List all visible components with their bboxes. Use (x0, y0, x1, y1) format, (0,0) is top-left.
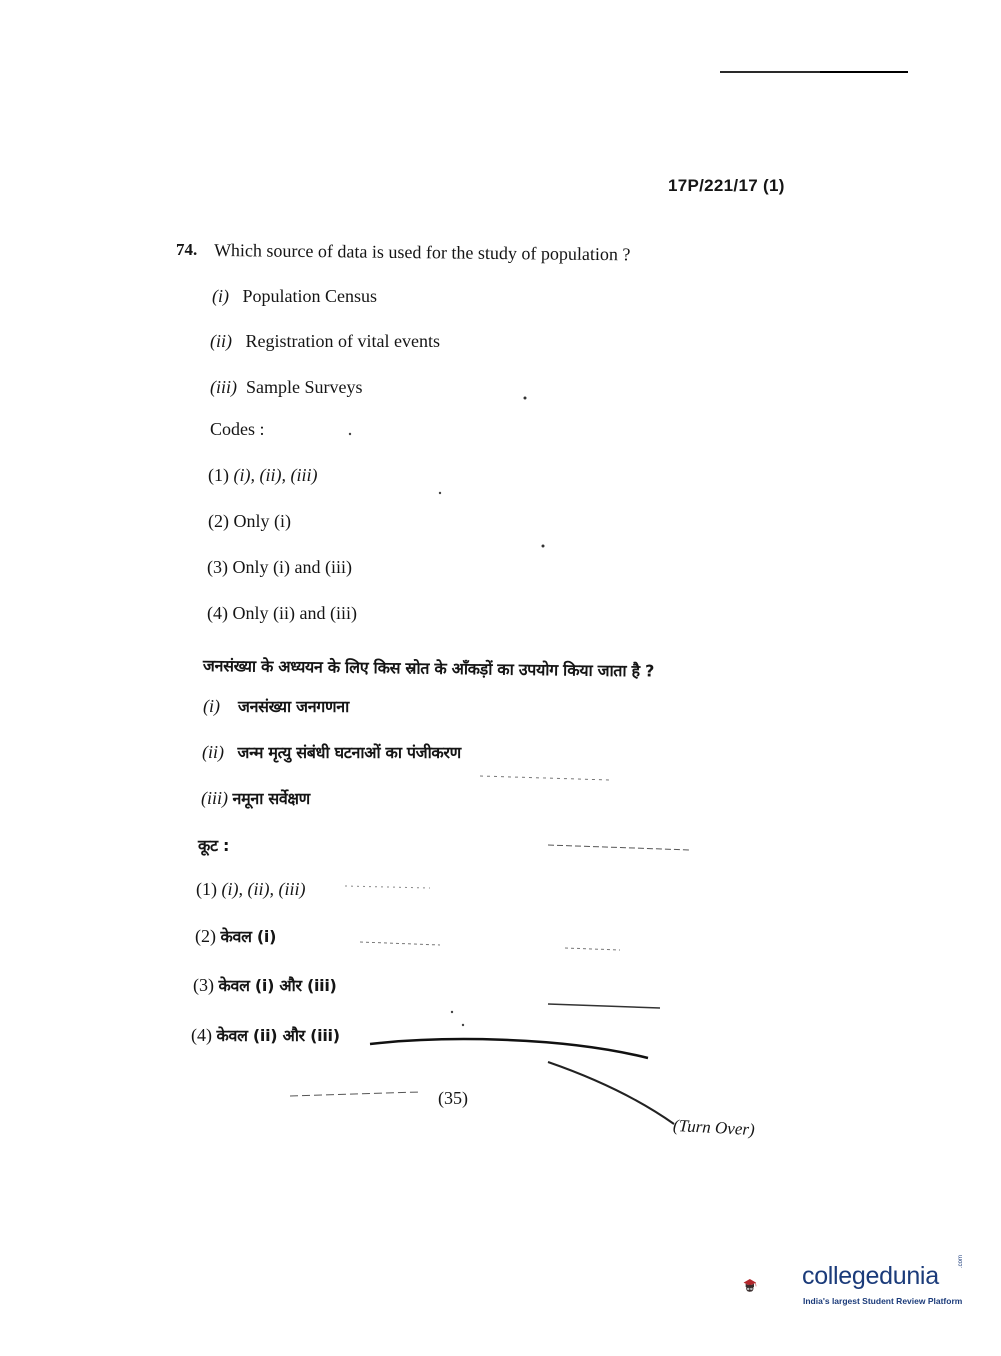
code-number: (3) (193, 975, 214, 995)
code-text: (i), (ii), (iii) (221, 879, 306, 899)
code-text: Only (i) (233, 511, 291, 531)
question-text-hindi: जनसंख्या के अध्ययन के लिए किस स्रोत के आँकड़ों का उपयोग किया जाता है ? (202, 656, 655, 681)
code-3-english (207, 557, 352, 578)
option-ii-hindi (202, 741, 461, 763)
code-1-hindi (196, 879, 305, 900)
option-roman: (ii) (202, 742, 224, 762)
code-2-english (208, 511, 291, 532)
code-text: केवल (ii) और (iii) (216, 1026, 340, 1045)
code-number: (4) (207, 603, 228, 623)
option-text: Registration of vital events (245, 331, 440, 351)
question-number: 74. (176, 240, 198, 259)
option-roman: (iii) (210, 377, 237, 397)
code-number: (4) (191, 1025, 212, 1045)
paper-code: 17P/221/17 (1) (668, 176, 785, 195)
option-text: Sample Surveys (246, 377, 363, 397)
codes-label-hindi: कूट : (198, 836, 230, 855)
option-i-hindi (203, 695, 349, 717)
watermark-tagline: India's largest Student Review Platform (803, 1296, 963, 1306)
watermark-domain: .com (958, 1254, 964, 1268)
option-roman: (i) (203, 696, 220, 716)
code-text: केवल (i) (220, 927, 277, 946)
collegedunia-mascot-icon (742, 1252, 802, 1318)
question-text-english: Which source of data is used for the study of population ? (213, 240, 631, 265)
option-text: Population Census (242, 286, 378, 306)
option-roman: (i) (212, 286, 229, 306)
option-iii-hindi (201, 787, 310, 809)
option-text: जन्म मृत्यु संबंधी घटनाओं का पंजीकरण (237, 743, 461, 762)
code-4-english (207, 603, 357, 624)
codes-label-english: Codes : (210, 419, 265, 439)
code-3-hindi (193, 974, 337, 996)
code-number: (2) (195, 926, 216, 946)
code-number: (2) (208, 511, 229, 531)
page-number: (35) (438, 1088, 468, 1108)
option-roman: (iii) (201, 788, 228, 808)
option-ii-english (210, 331, 440, 352)
top-rule (720, 71, 908, 73)
turn-over-text: (Turn Over) (672, 1115, 756, 1140)
code-number: (3) (207, 557, 228, 577)
watermark-brand: collegedunia (802, 1262, 939, 1290)
code-text: (i), (ii), (iii) (233, 465, 318, 485)
code-text: Only (ii) and (iii) (232, 603, 357, 623)
code-4-hindi (191, 1024, 340, 1046)
option-text: नमूना सर्वेक्षण (232, 789, 310, 808)
code-number: (1) (208, 465, 229, 485)
code-text: Only (i) and (iii) (232, 557, 352, 577)
option-i-english (212, 286, 377, 307)
code-number: (1) (196, 879, 217, 899)
option-text: जनसंख्या जनगणना (238, 697, 349, 716)
option-iii-english (210, 377, 363, 398)
option-roman: (ii) (210, 331, 232, 351)
code-text: केवल (i) और (iii) (218, 976, 337, 995)
code-2-hindi (195, 925, 276, 947)
code-1-english (208, 465, 317, 486)
